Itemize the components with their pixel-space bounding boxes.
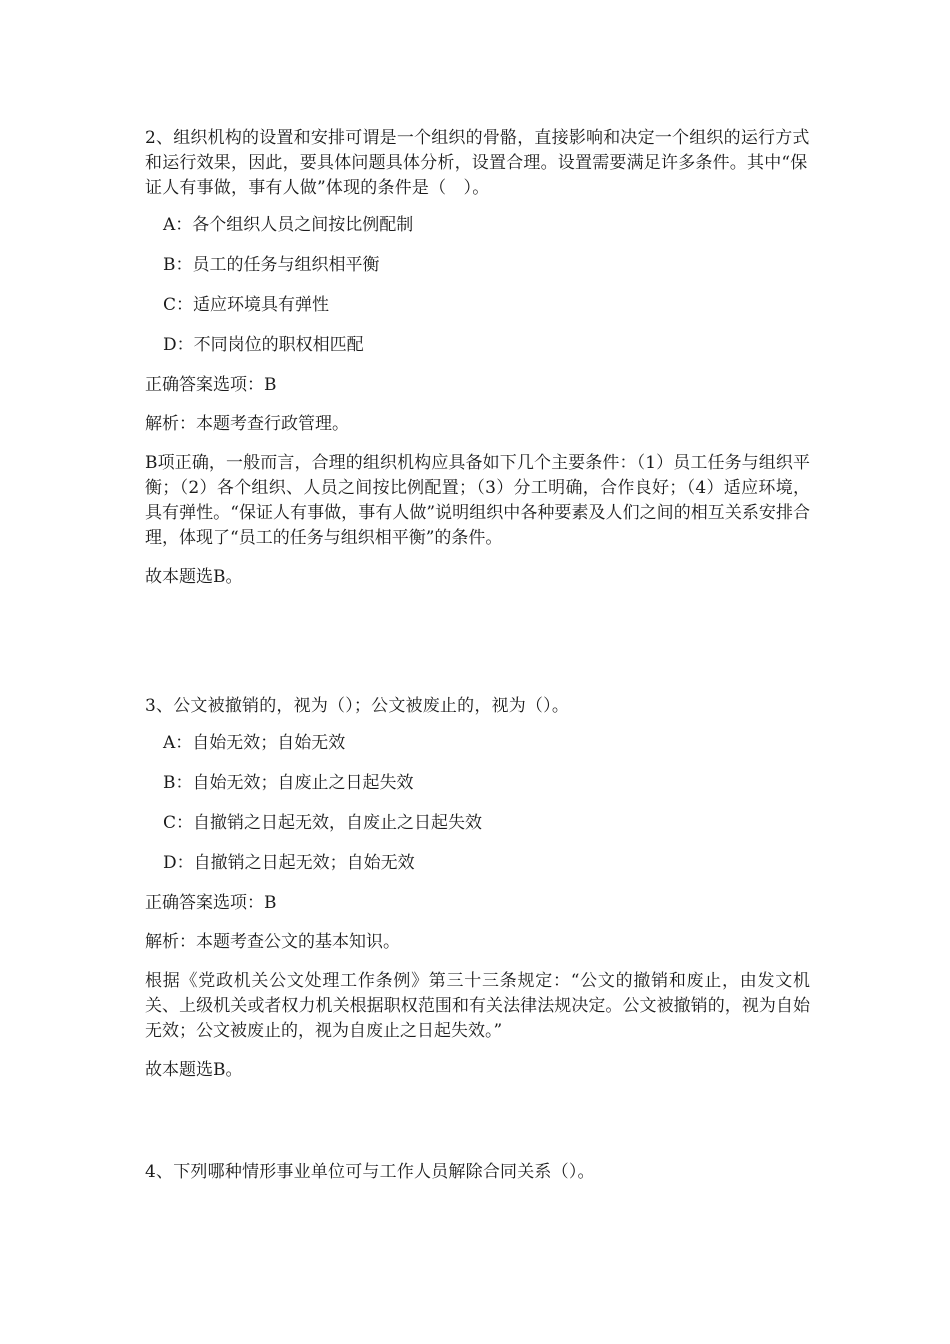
analysis-heading: 解析：本题考查行政管理。 [145, 414, 349, 434]
question-stem: 3、公文被撤销的，视为（）；公文被废止的，视为（）。 [145, 696, 570, 716]
explanation-paragraph: 根据《党政机关公文处理工作条例》第三十三条规定：“公文的撤销和废止，由发文机关、上级机关或者权力机关根据职权范围和有关法律法规决定。公文被撤销的，视为自始无效；公文被废止的，视为自废止之日起失效。” [145, 971, 810, 1041]
conclusion: 故本题选B。 [145, 1060, 243, 1080]
analysis-heading: 解析：本题考查公文的基本知识。 [145, 932, 400, 952]
option-b: B：员工的任务与组织相平衡 [163, 255, 380, 275]
option-d: D：自撤销之日起无效；自始无效 [163, 853, 415, 873]
question-2 [145, 126, 810, 604]
option-b: B：自始无效；自废止之日起失效 [163, 773, 414, 793]
correct-answer: 正确答案选项：B [145, 375, 277, 395]
option-list [145, 213, 810, 358]
explanation-paragraph: B项正确，一般而言，合理的组织机构应具备如下几个主要条件：（1）员工任务与组织平衡；（2）各个组织、人员之间按比例配置；（3）分工明确，合作良好；（4）适应环境，具有弹性。“保证人有事做，事有人做”说明组织中各种要素及人们之间的相互关系安排合理，体现了“员工的任务与组织相平衡”的条件。 [145, 453, 810, 548]
option-list [145, 731, 810, 876]
option-c: C：适应环境具有弹性 [163, 295, 330, 315]
option-a: A：各个组织人员之间按比例配制 [163, 215, 414, 235]
conclusion: 故本题选B。 [145, 567, 243, 587]
option-c: C：自撤销之日起无效，自废止之日起失效 [163, 813, 483, 833]
question-stem: 4、下列哪种情形事业单位可与工作人员解除合同关系（）。 [145, 1162, 595, 1182]
correct-answer: 正确答案选项：B [145, 893, 277, 913]
option-d: D：不同岗位的职权相匹配 [163, 335, 364, 355]
option-a: A：自始无效；自始无效 [163, 733, 346, 753]
question-4 [145, 1160, 810, 1185]
question-stem: 2、组织机构的设置和安排可谓是一个组织的骨骼，直接影响和决定一个组织的运行方式和运行效果，因此，要具体问题具体分析，设置合理。设置需要满足许多条件。其中“保证人有事做，事有人做”体现的条件是（ ）。 [145, 128, 810, 198]
question-3 [145, 694, 810, 1097]
